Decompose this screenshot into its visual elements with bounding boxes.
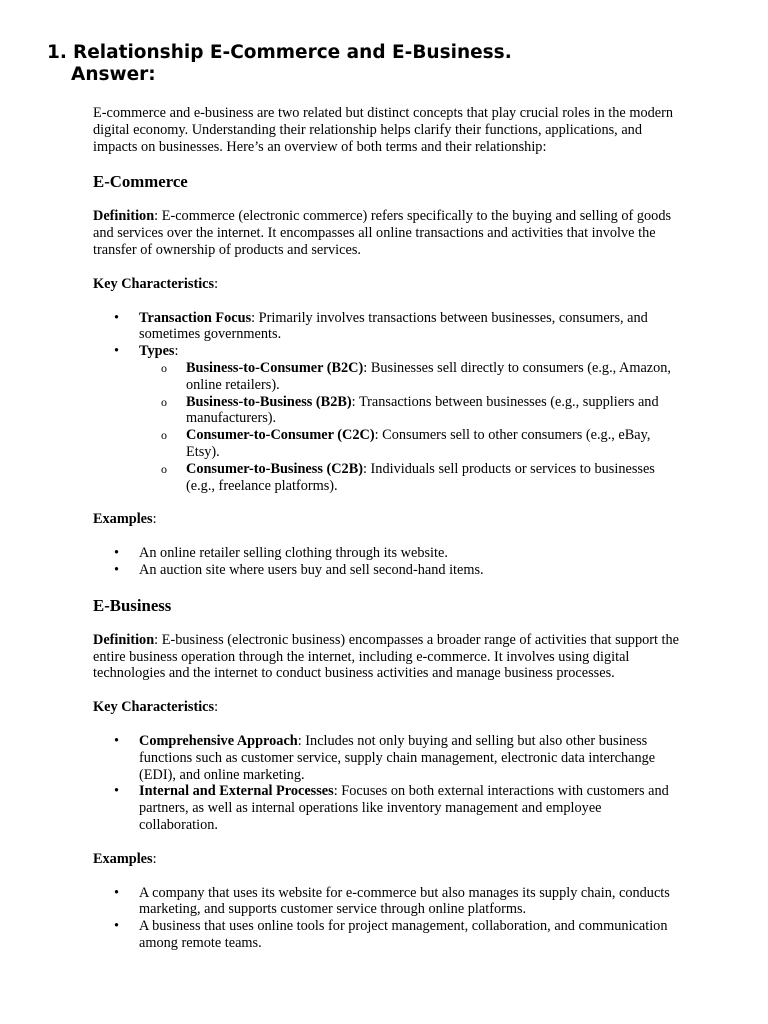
- ebusiness-examples-label: [93, 851, 683, 868]
- list-item: [93, 562, 683, 579]
- bullet-icon: •: [114, 545, 120, 562]
- heading-number: 1.: [47, 42, 67, 63]
- ecommerce-examples-label: [93, 511, 683, 528]
- ebusiness-key-characteristics-label: [93, 699, 683, 716]
- item-text: : Includes not only buying and selling but also other business functions such as customer service, supply chain management, electronic data interchange (EDI), and online marketing.: [139, 732, 656, 783]
- example-text: A company that uses its website for e-commerce but also manages its supply chain, conducts marketing, and supports customer service through online platforms.: [139, 884, 670, 918]
- item-text: : Focuses on both external interactions with customers and partners, as well as internal operations like inventory management and employee collaboration.: [139, 783, 669, 833]
- sub-bullet-icon: o: [161, 461, 167, 476]
- type-label: Consumer-to-Consumer (C2C): [186, 427, 375, 444]
- list-item: [139, 360, 683, 394]
- bullet-icon: •: [114, 343, 120, 360]
- list-item: [139, 461, 683, 495]
- list-item: [93, 783, 683, 833]
- examples-label: Examples: [93, 511, 153, 528]
- definition-label: Definition: [93, 631, 155, 648]
- example-text: An auction site where users buy and sell second-hand items.: [139, 561, 484, 578]
- example-text: An online retailer selling clothing through its website.: [139, 545, 448, 562]
- type-text: : Individuals sell products or services to businesses (e.g., freelance platforms).: [186, 460, 655, 494]
- bullet-icon: •: [114, 732, 120, 749]
- type-text: : Transactions between businesses (e.g., suppliers and manufacturers).: [186, 393, 659, 427]
- bullet-icon: •: [114, 309, 120, 326]
- item-text: :: [174, 343, 179, 360]
- list-item: [139, 394, 683, 428]
- list-item: [139, 427, 683, 461]
- bullet-icon: •: [114, 918, 120, 935]
- ecommerce-key-characteristics-label: [93, 276, 683, 293]
- list-item: [93, 545, 683, 562]
- definition-text: : E-business (electronic business) encompasses a broader range of activities that support the entire business operation through the internet, including e-commerce. It involves using digital technologies and the internet to conduct business activities and manage business processes.: [93, 631, 680, 682]
- type-text: : Consumers sell to other consumers (e.g., eBay, Etsy).: [186, 427, 651, 460]
- definition-text: : E-commerce (electronic commerce) refers specifically to the buying and selling of goods and services over the internet. It encompasses all online transactions and activities that involve the transfer of ownership of products and services.: [93, 208, 672, 258]
- bullet-icon: •: [114, 884, 120, 901]
- type-label: Consumer-to-Business (C2B): [186, 460, 363, 477]
- type-text: : Businesses sell directly to consumers (e.g., Amazon, online retailers).: [186, 359, 672, 393]
- ecommerce-characteristics-list: [93, 310, 683, 495]
- key-colon: :: [214, 699, 219, 716]
- ebusiness-section: [93, 596, 683, 952]
- example-text: A business that uses online tools for project management, collaboration, and communication among remote teams.: [139, 918, 668, 951]
- key-label: Key Characteristics: [93, 275, 215, 292]
- ebusiness-characteristics-list: [93, 733, 683, 834]
- sub-bullet-icon: o: [161, 360, 167, 375]
- ecommerce-types-list: [139, 360, 683, 494]
- item-text: : Primarily involves transactions between businesses, consumers, and sometimes governments.: [139, 309, 648, 343]
- examples-colon: :: [152, 511, 157, 528]
- list-item: [93, 918, 683, 952]
- sub-bullet-icon: o: [161, 394, 167, 409]
- examples-colon: :: [152, 850, 157, 867]
- examples-label: Examples: [93, 850, 153, 867]
- list-item: [93, 885, 683, 919]
- bullet-icon: •: [114, 783, 120, 800]
- answer-body: [93, 105, 683, 952]
- ebusiness-definition: [93, 632, 683, 682]
- question-heading: [47, 42, 512, 86]
- ecommerce-section: [93, 172, 683, 578]
- item-label: Comprehensive Approach: [139, 732, 298, 749]
- ebusiness-heading: E-Business: [93, 595, 172, 615]
- item-label: Internal and External Processes: [139, 783, 334, 800]
- list-item: [93, 310, 683, 344]
- definition-label: Definition: [93, 208, 155, 225]
- list-item: [93, 343, 683, 494]
- heading-title: Relationship E-Commerce and E-Business.: [73, 42, 512, 63]
- intro-paragraph: E-commerce and e-business are two related but distinct concepts that play crucial roles in the modern digital economy. Understanding their relationship helps clarify their functions, applications, and impacts on businesses. Here’s an overview of both terms and their relationship:: [93, 105, 674, 155]
- ecommerce-heading: E-Commerce: [93, 172, 188, 192]
- ecommerce-definition: [93, 208, 683, 258]
- item-label: Types: [139, 343, 175, 360]
- key-colon: :: [214, 275, 219, 292]
- sub-bullet-icon: o: [161, 428, 167, 443]
- answer-label: Answer:: [71, 64, 156, 85]
- ebusiness-examples-list: [93, 885, 683, 952]
- item-label: Transaction Focus: [139, 309, 252, 326]
- key-label: Key Characteristics: [93, 699, 215, 716]
- bullet-icon: •: [114, 561, 120, 578]
- type-label: Business-to-Business (B2B): [186, 393, 352, 410]
- list-item: [93, 733, 683, 783]
- ecommerce-examples-list: [93, 545, 683, 579]
- type-label: Business-to-Consumer (B2C): [186, 359, 364, 376]
